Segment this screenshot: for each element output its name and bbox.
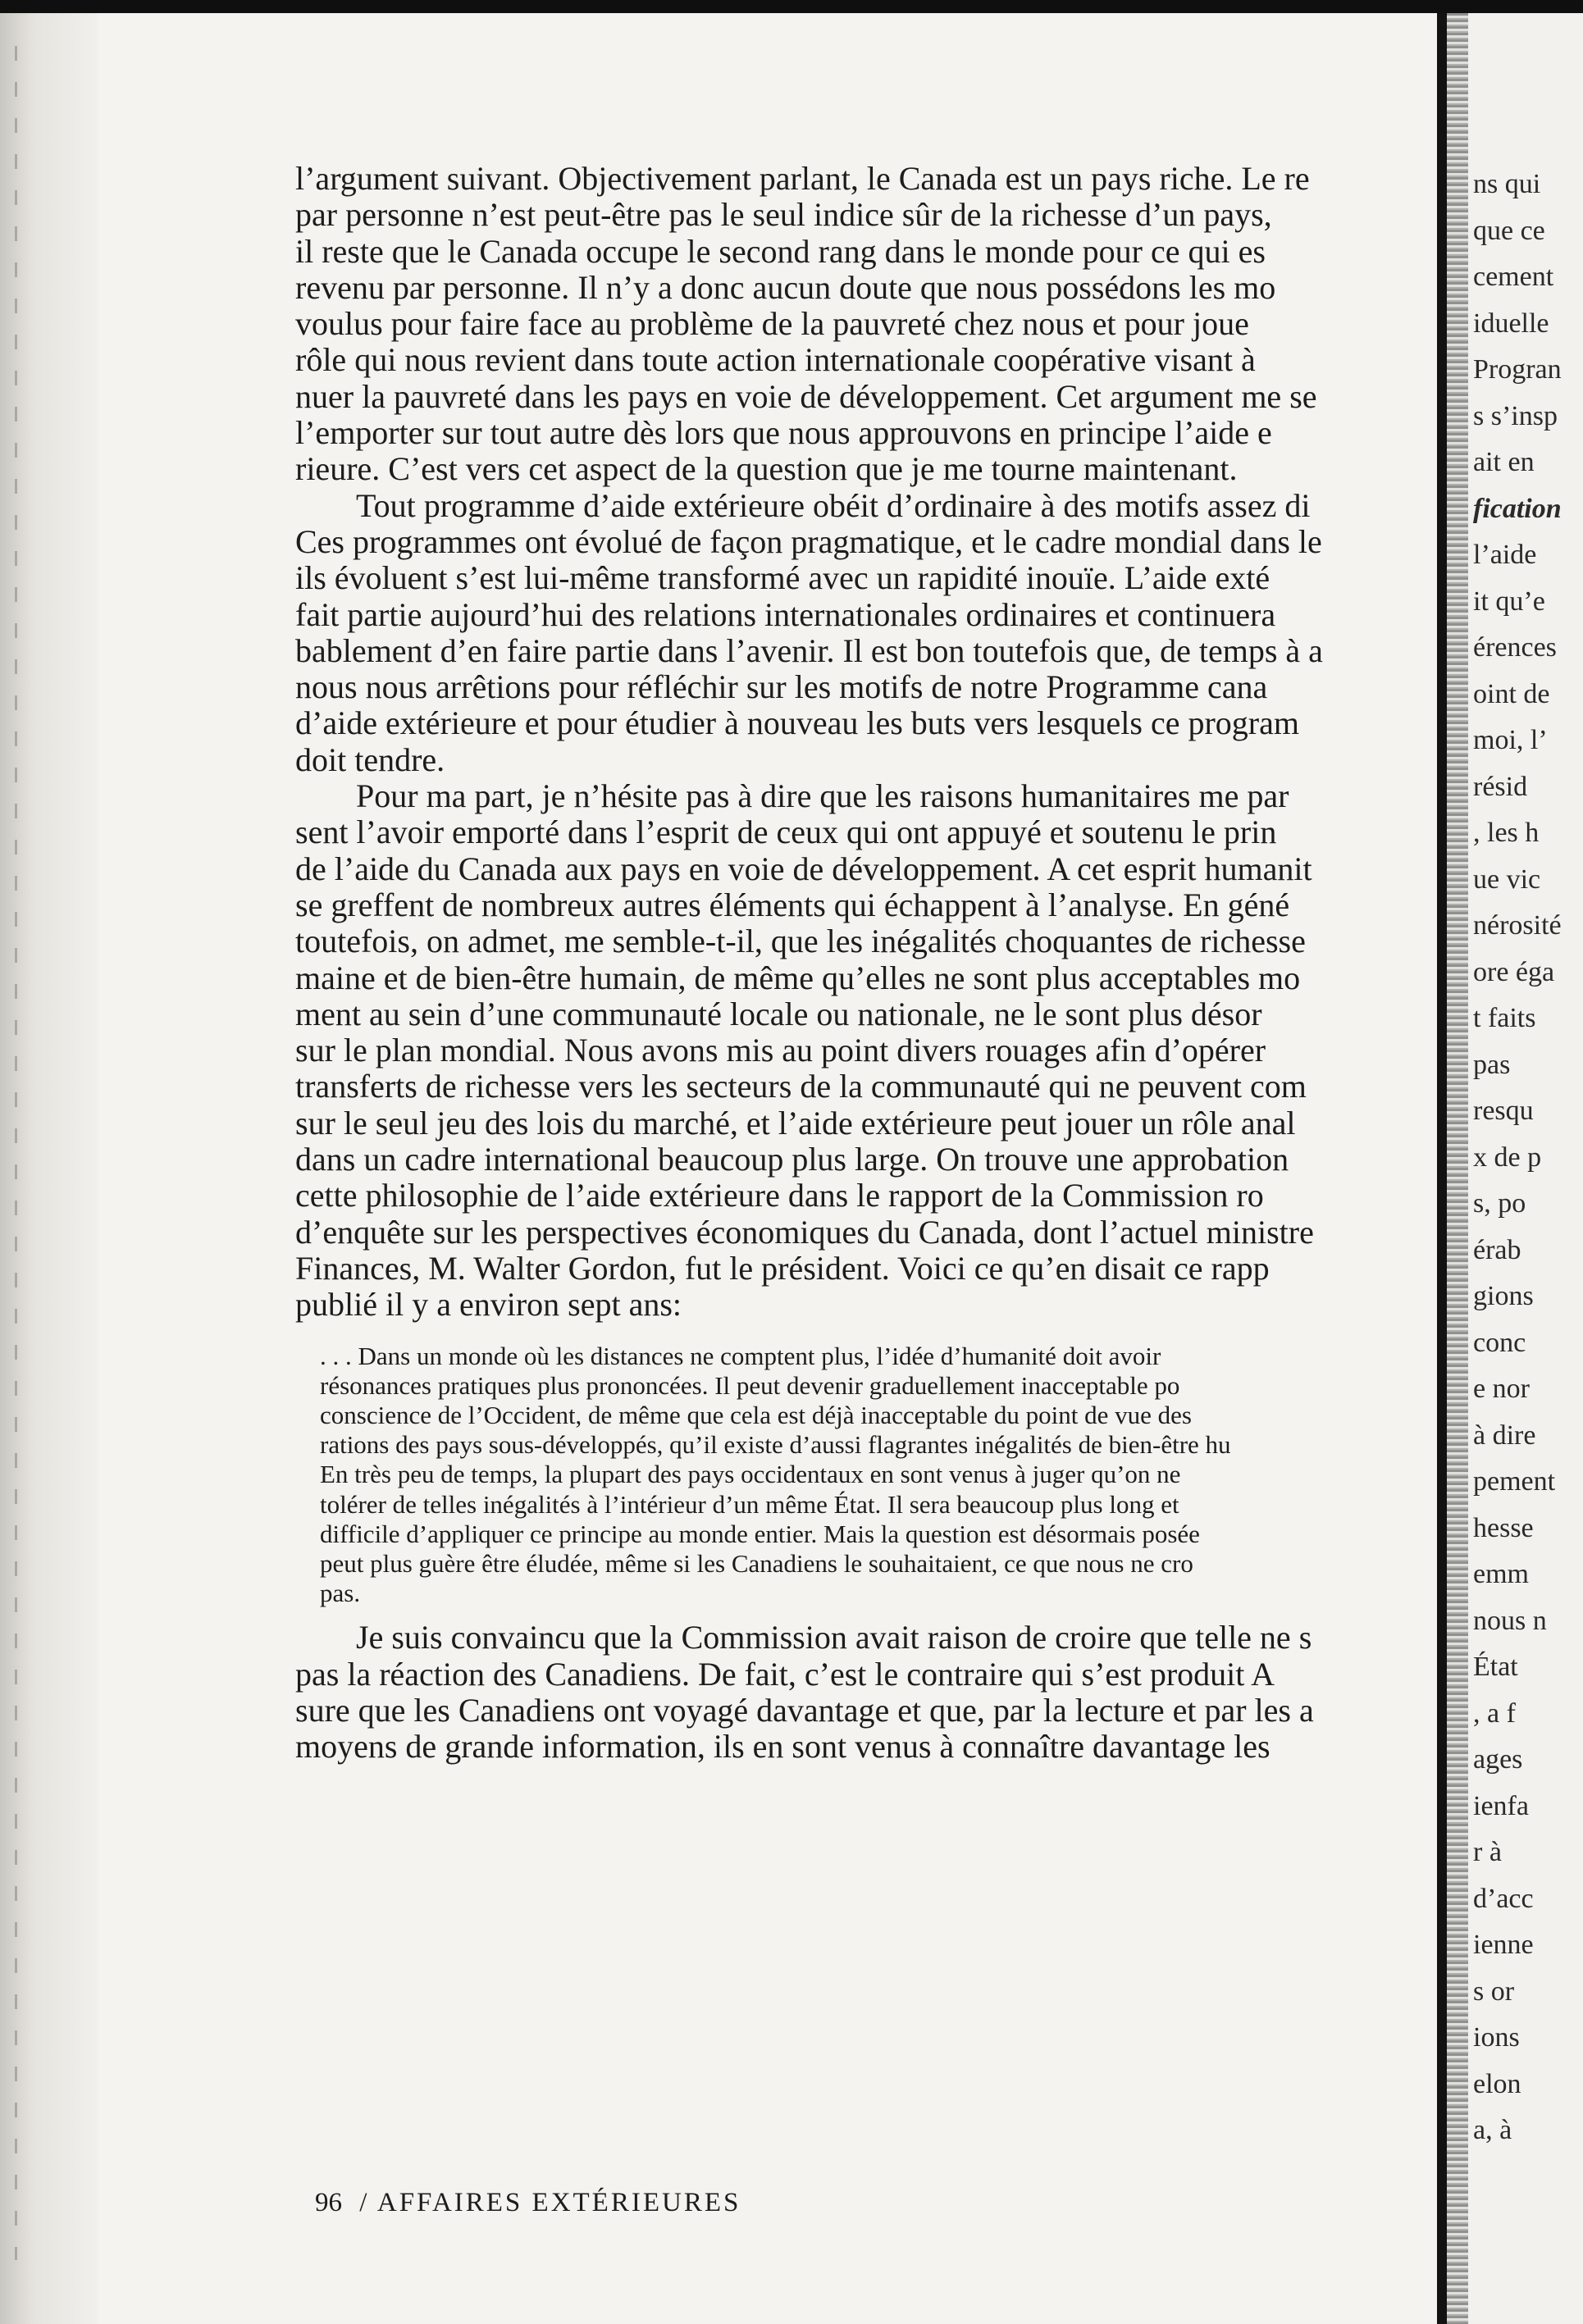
adjacent-page-text: que ce (1473, 215, 1545, 246)
text-line: il reste que le Canada occupe le second rang dans le monde pour ce qui es (295, 232, 1266, 270)
adjacent-page-text: nérosité (1473, 910, 1562, 941)
text-line: transferts de richesse vers les secteurs de la communauté qui ne peuvent com (295, 1068, 1307, 1105)
quote-line: En très peu de temps, la plupart des pays occidentaux en sont venus à juger qu’on ne (320, 1460, 1181, 1489)
adjacent-page-text: nous n (1473, 1605, 1547, 1636)
text-line: sent l’avoir emporté dans l’esprit de ceux qui ont appuyé et soutenu le prin (295, 813, 1277, 851)
adjacent-page-text: fication (1473, 493, 1562, 524)
adjacent-page-text: l’aide (1473, 540, 1537, 570)
paragraph-1 (295, 161, 1431, 488)
quote-line: résonances pratiques plus prononcées. Il peut devenir graduellement inacceptable po (320, 1370, 1180, 1400)
quote-line: peut plus guère être éludée, même si les Canadiens le souhaitaient, ce que nous ne cro (320, 1548, 1193, 1578)
gutter-shadow (1447, 13, 1468, 2324)
footer-separator: / (359, 2188, 370, 2217)
text-line: rieure. C’est vers cet aspect de la question que je me tourne maintenant. (295, 450, 1238, 488)
text-line: publié il y a environ sept ans: (295, 1286, 682, 1324)
adjacent-page-text: ore éga (1473, 956, 1555, 987)
scan-top-edge (0, 0, 1583, 13)
text-line: nuer la pauvreté dans les pays en voie de développement. Cet argument me se (295, 377, 1317, 415)
adjacent-page-text: , les h (1473, 818, 1540, 848)
adjacent-page-fragment (1468, 13, 1583, 2324)
adjacent-page-text: érab (1473, 1234, 1521, 1265)
adjacent-page-text: hesse (1473, 1512, 1534, 1543)
page-body (295, 161, 1431, 1766)
paragraph-3 (295, 778, 1431, 1323)
text-line: sur le seul jeu des lois du marché, et l’aide extérieure peut jouer un rôle anal (295, 1104, 1296, 1141)
adjacent-page-text: cement (1473, 262, 1554, 292)
adjacent-page-text: oint de (1473, 678, 1550, 709)
text-line: voulus pour faire face au problème de la pauvreté chez nous et pour joue (295, 305, 1249, 343)
adjacent-page-text: s or (1473, 1975, 1515, 2007)
page-footer (315, 2188, 741, 2218)
block-quote (320, 1342, 1431, 1609)
text-line: Finances, M. Walter Gordon, fut le président. Voici ce qu’en disait ce rapp (295, 1249, 1270, 1287)
adjacent-page-text: emm (1473, 1559, 1529, 1589)
adjacent-page-text: ions (1473, 2022, 1520, 2053)
publication-title: AFFAIRES EXTÉRIEURES (376, 2188, 741, 2217)
adjacent-page-text: resqu (1473, 1096, 1534, 1126)
text-line: fait partie aujourd’hui des relations internationales ordinaires et continuera (295, 595, 1276, 633)
adjacent-page-text: ages (1473, 1744, 1523, 1775)
book-gutter (1437, 13, 1447, 2324)
text-line: pas la réaction des Canadiens. De fait, c’est le contraire qui s’est produit A (295, 1655, 1275, 1693)
quote-line: conscience de l’Occident, de même que cela est déjà inacceptable du point de vue des (320, 1400, 1192, 1429)
adjacent-page-text: it qu’e (1473, 586, 1545, 617)
text-line: rôle qui nous revient dans toute action internationale coopérative visant à (295, 341, 1256, 379)
adjacent-page-text: ns qui (1473, 169, 1541, 199)
text-line: toutefois, on admet, me semble-t-il, que les inégalités choquantes de richesse (295, 923, 1306, 960)
quote-line: tolérer de telles inégalités à l’intérieur d’un même État. Il sera beaucoup plus long et (320, 1489, 1179, 1519)
adjacent-page-text: iduelle (1473, 308, 1549, 339)
text-line: l’emporter sur tout autre dès lors que nous approuvons en principe l’aide e (295, 414, 1272, 452)
text-line: bablement d’en faire partie dans l’avenir. Il est bon toutefois que, de temps à a (295, 631, 1323, 669)
text-line: l’argument suivant. Objectivement parlant, le Canada est un pays riche. Le re (295, 160, 1310, 197)
adjacent-page-text: résid (1473, 771, 1528, 802)
text-line: d’aide extérieure et pour étudier à nouveau les buts vers lesquels ce program (295, 704, 1299, 742)
text-line: Tout programme d’aide extérieure obéit d’ordinaire à des motifs assez di (356, 486, 1311, 524)
text-line: ils évoluent s’est lui-même transformé avec un rapidité inouïe. L’aide exté (295, 559, 1271, 597)
page-number: 96 (315, 2188, 342, 2217)
adjacent-page-text: elon (1473, 2068, 1521, 2099)
text-line: par personne n’est peut-être pas le seul indice sûr de la richesse d’un pays, (295, 196, 1272, 234)
adjacent-page-text: e nor (1473, 1374, 1530, 1404)
quote-line: difficile d’appliquer ce principe au monde entier. Mais la question est désormais posée (320, 1519, 1200, 1548)
adjacent-page-text: pement (1473, 1466, 1556, 1497)
adjacent-page-text: ait en (1473, 447, 1535, 477)
text-line: se greffent de nombreux autres éléments qui échappent à l’analyse. En géné (295, 886, 1290, 923)
adjacent-page-text: à dire (1473, 1419, 1536, 1451)
adjacent-page-text: d’acc (1473, 1883, 1534, 1914)
adjacent-page-text: moi, l’ (1473, 725, 1548, 755)
text-line: doit tendre. (295, 740, 445, 778)
text-line: nous nous arrêtions pour réfléchir sur les motifs de notre Programme cana (295, 668, 1268, 706)
quote-line: pas. (320, 1579, 361, 1608)
paragraph-2 (295, 488, 1431, 778)
text-line: de l’aide du Canada aux pays en voie de développement. A cet esprit humanit (295, 850, 1312, 887)
adjacent-page-text: État (1473, 1652, 1518, 1682)
adjacent-page-text: , a f (1473, 1697, 1516, 1729)
adjacent-page-text: conc (1473, 1327, 1526, 1358)
adjacent-page-text: r à (1473, 1837, 1502, 1867)
text-line: sure que les Canadiens ont voyagé davantage et que, par la lecture et par les a (295, 1691, 1314, 1729)
text-line: ment au sein d’une communauté locale ou nationale, ne le sont plus désor (295, 995, 1262, 1032)
adjacent-page-text: s s’insp (1473, 400, 1558, 431)
adjacent-page-text: Progran (1473, 354, 1562, 385)
adjacent-page-text: ienne (1473, 1930, 1534, 1960)
adjacent-page-text: gions (1473, 1281, 1534, 1311)
adjacent-page-text: s, po (1473, 1188, 1526, 1219)
text-line: Je suis convaincu que la Commission avait raison de croire que telle ne s (356, 1619, 1312, 1656)
adjacent-page-text: ue vic (1473, 864, 1541, 895)
quote-line: rations des pays sous-développés, qu’il existe d’aussi flagrantes inégalités de bien-être hu (320, 1430, 1231, 1460)
adjacent-page-text: t faits (1473, 1003, 1536, 1033)
scan-left-margin (0, 13, 98, 2324)
text-line: sur le plan mondial. Nous avons mis au point divers rouages afin d’opérer (295, 1032, 1266, 1069)
quote-line: . . . Dans un monde où les distances ne comptent plus, l’idée d’humanité doit avoir (320, 1341, 1161, 1370)
text-line: d’enquête sur les perspectives économiques du Canada, dont l’actuel ministre (295, 1213, 1314, 1251)
adjacent-page-text: pas (1473, 1049, 1511, 1080)
adjacent-page-text: x de p (1473, 1141, 1542, 1173)
text-line: dans un cadre international beaucoup plus large. On trouve une approbation (295, 1141, 1289, 1178)
text-line: revenu par personne. Il n’y a donc aucun doute que nous possédons les mo (295, 268, 1276, 306)
paragraph-4 (295, 1620, 1431, 1765)
text-line: cette philosophie de l’aide extérieure dans le rapport de la Commission ro (295, 1177, 1264, 1214)
text-line: Ces programmes ont évolué de façon pragmatique, et le cadre mondial dans le (295, 522, 1322, 560)
adjacent-page-text: érences (1473, 632, 1557, 663)
text-line: Pour ma part, je n’hésite pas à dire que les raisons humanitaires me par (356, 777, 1289, 815)
text-line: maine et de bien-être humain, de même qu’elles ne sont plus acceptables mo (295, 959, 1301, 996)
adjacent-page-text: a, à (1473, 2115, 1512, 2145)
text-line: moyens de grande information, ils en sont venus à connaître davantage les (295, 1728, 1271, 1766)
adjacent-page-text: ienfa (1473, 1790, 1529, 1821)
